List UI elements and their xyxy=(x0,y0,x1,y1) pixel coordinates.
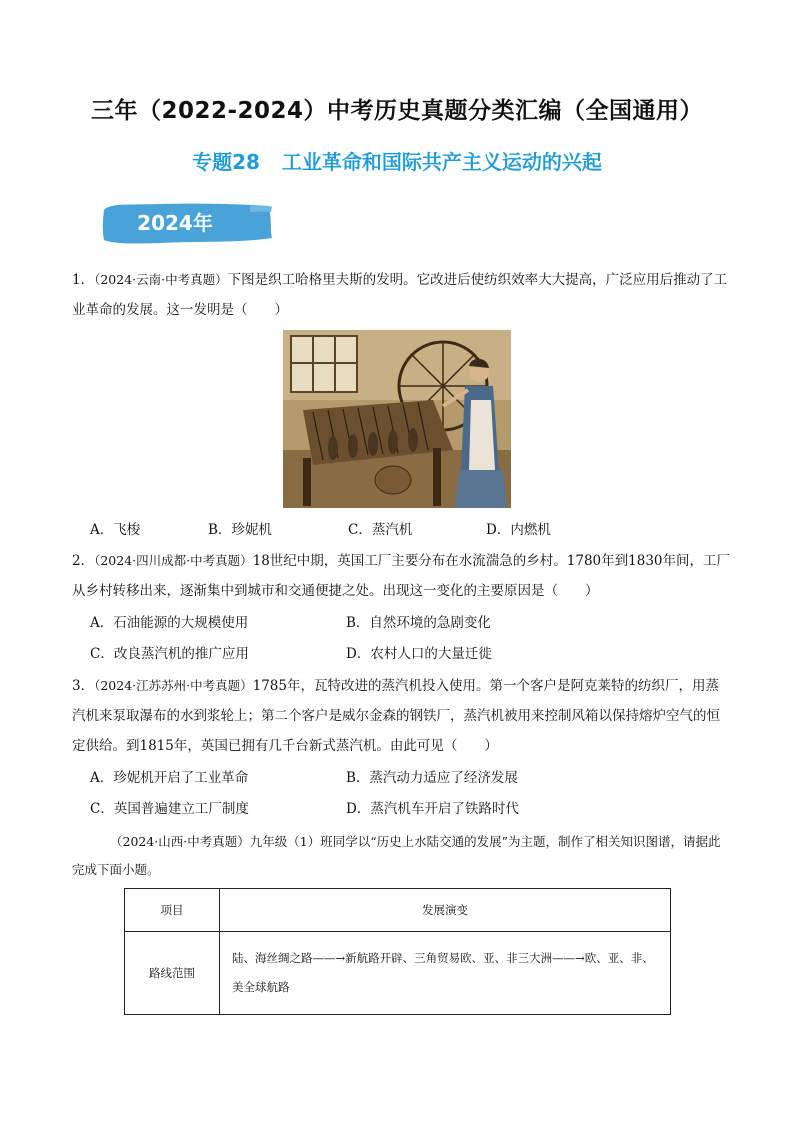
year-label: 2024年 xyxy=(137,211,213,235)
material-intro xyxy=(72,828,722,884)
question-1 xyxy=(72,265,732,325)
page-title: 三年（2022-2024）中考历史真题分类汇编（全国通用） xyxy=(90,98,704,124)
question-number: 1． xyxy=(72,272,95,288)
option-d[interactable]: D．蒸汽机车开启了铁路时代 xyxy=(346,801,519,817)
option-d[interactable]: D．内燃机 xyxy=(486,522,551,538)
topic-title: 工业革命和国际共产主义运动的兴起 xyxy=(281,150,602,174)
option-a[interactable]: A．飞梭 xyxy=(90,522,141,538)
question-source: （2024·云南·中考真题） xyxy=(94,272,228,287)
table-row xyxy=(125,932,671,1015)
intro-text: 九年级（1）班同学以“历史上水陆交通的发展”为主题，制作了相关知识图谱，请据此完成下面小题。 xyxy=(72,834,721,877)
question-number: 2． xyxy=(72,553,95,569)
question-source: （2024·江苏苏州·中考真题） xyxy=(94,678,253,693)
option-c[interactable]: C．蒸汽机 xyxy=(348,522,413,538)
question-2 xyxy=(72,546,732,606)
question-stem: 下图是织工哈格里夫斯的发明。它改进后使纺织效率大大提高，广泛应用后推动了工业革命的发展。这一发明是（ ） xyxy=(72,272,728,318)
option-c[interactable]: C．改良蒸汽机的推广应用 xyxy=(90,646,249,662)
question-3 xyxy=(72,671,732,761)
question-number: 3． xyxy=(72,678,95,694)
year-section-badge xyxy=(100,200,276,246)
table-header-cell: 发展演变 xyxy=(220,889,671,932)
question-stem: 18世纪中期，英国工厂主要分布在水流湍急的乡村。1780年到1830年间，工厂从乡村转移出来，逐渐集中到城市和交通便捷之处。出现这一变化的主要原因是（ ） xyxy=(72,553,730,599)
spinning-jenny-illustration xyxy=(283,330,511,508)
option-b[interactable]: B．珍妮机 xyxy=(208,522,272,538)
option-a[interactable]: A．石油能源的大规模使用 xyxy=(90,615,249,631)
topic-number: 专题28 xyxy=(192,150,260,174)
page-subtitle xyxy=(0,146,794,175)
question-stem: 1785年，瓦特改进的蒸汽机投入使用。第一个客户是阿克莱特的纺织厂，用蒸汽机来泵取瀑布的水到浆轮上；第二个客户是威尔金森的钢铁厂，蒸汽机被用来控制风箱以保持熔炉空气的恒定供给。到1815年，英国已拥有几千台新式蒸汽机。由此可见（ ） xyxy=(72,678,720,754)
option-c[interactable]: C．英国普遍建立工厂制度 xyxy=(90,801,249,817)
knowledge-table xyxy=(124,888,671,1015)
table-cell-item: 路线范围 xyxy=(125,932,220,1015)
table-header-cell: 项目 xyxy=(125,889,220,932)
table-cell-content: 陆、海丝绸之路——→新航路开辟、三角贸易欧、亚、非三大洲——→欧、亚、非、美全球航路 xyxy=(220,932,671,1015)
table-header-row xyxy=(125,889,671,932)
option-a[interactable]: A．珍妮机开启了工业革命 xyxy=(90,770,249,786)
option-b[interactable]: B．自然环境的急剧变化 xyxy=(346,615,491,631)
intro-source: （2024·山西·中考真题） xyxy=(110,834,250,849)
option-d[interactable]: D．农村人口的大量迁徙 xyxy=(346,646,492,662)
option-b[interactable]: B．蒸汽动力适应了经济发展 xyxy=(346,770,518,786)
question-source: （2024·四川成都·中考真题） xyxy=(94,553,253,568)
